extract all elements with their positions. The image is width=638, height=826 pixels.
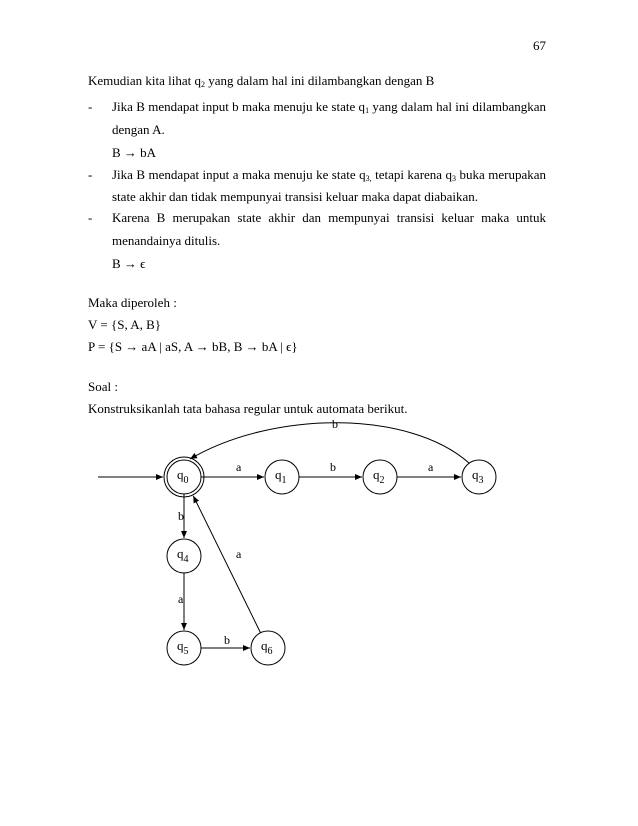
transition-q3-q0 (190, 423, 469, 463)
transition-label-q5-q6: b (224, 633, 230, 647)
state-label: $q_4$ (177, 546, 189, 565)
bullet-1-production: B → bA (112, 145, 157, 160)
state-q1 (265, 460, 299, 494)
bullet-2-text-mid: tetapi karena q (371, 167, 453, 182)
state-label: $q_5$ (177, 638, 189, 657)
exercise-instruction: Konstruksikanlah tata bahasa regular untuk automata berikut. (88, 401, 408, 416)
result-v-line: V = {S, A, B} (88, 317, 162, 332)
exercise-heading: Soal : (88, 379, 118, 394)
bullet-2-text-end: buka merupakan (456, 167, 546, 182)
state-label: $q_6$ (261, 638, 273, 657)
bullet-2-subscript: 3, (365, 174, 372, 183)
bullet-marker: - (88, 167, 93, 182)
bullet-marker: - (88, 99, 93, 114)
transition-label-q2-q3: a (428, 460, 434, 474)
state-q6 (251, 631, 285, 665)
intro-subscript: 2 (201, 80, 206, 89)
bullet-2-text: Jika B mendapat input a maka menuju ke state q (112, 167, 366, 182)
state-q3 (462, 460, 496, 494)
state-q4 (167, 539, 201, 573)
intro-text-end: yang dalam hal ini dilambangkan dengan B (205, 73, 435, 88)
bullet-1-line-2: dengan A. (112, 122, 165, 137)
bullet-3-line-1: Karena B merupakan state akhir dan mempunyai transisi keluar maka untuk (112, 210, 546, 225)
state-q0 (164, 457, 204, 497)
transition-label-q0-q1: a (236, 460, 242, 474)
transition-label-q6-q0: a (236, 547, 242, 561)
state-label: $q_0$ (177, 467, 189, 486)
bullet-2-line-2: state akhir dan tidak mempunyai transisi keluar maka dapat diabaikan. (112, 189, 479, 204)
state-label: $q_2$ (373, 467, 385, 486)
transition-q6-q0 (193, 496, 260, 633)
transition-label-q3-q0: b (332, 417, 338, 431)
state-q5 (167, 631, 201, 665)
bullet-1-text-end: yang dalam hal ini dilambangkan (369, 99, 546, 114)
bullet-3-production: B → ϵ (112, 256, 146, 271)
result-p-line: P = {S → aA | aS, A → bB, B → bA | ϵ} (88, 339, 298, 354)
result-heading: Maka diperoleh : (88, 295, 177, 310)
bullet-1-text: Jika B mendapat input b maka menuju ke state q (112, 99, 366, 114)
state-q2 (363, 460, 397, 494)
transition-label-q1-q2: b (330, 460, 336, 474)
state-label: $q_1$ (275, 467, 287, 486)
intro-text: Kemudian kita lihat q (88, 73, 202, 88)
bullet-marker: - (88, 210, 93, 225)
transition-label-q4-q5: a (178, 592, 184, 606)
transition-label-q0-q4: b (178, 509, 184, 523)
bullet-2-subscript-2: 3 (452, 174, 457, 183)
bullet-3-line-2: menandainya ditulis. (112, 233, 221, 248)
page-number: 67 (533, 38, 546, 53)
state-label: $q_3$ (472, 467, 484, 486)
bullet-1-subscript: 1 (365, 106, 370, 115)
